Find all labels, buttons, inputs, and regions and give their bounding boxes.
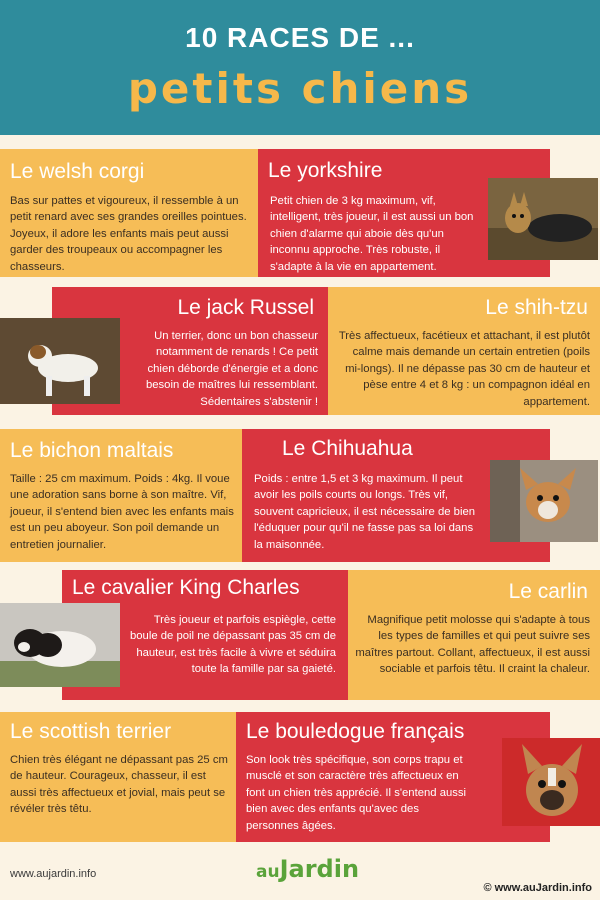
logo-jardin: Jardin xyxy=(279,855,360,883)
breed-description: Petit chien de 3 kg maximum, vif, intelligent, très joueur, il est aussi un bon chien d'alarme qui aboie dès qu'un inconnu approche. Très robuste, il s'adapte à la vie en appartement. xyxy=(270,195,474,273)
cavalier-king-charles-photo xyxy=(0,603,120,687)
breed-description: Très joueur et parfois espiègle, cette boule de poil ne dépassant pas 35 cm de hauteur, est très facile à vivre et séduira toute la famille par sa gaieté. xyxy=(129,614,336,676)
aujardin-logo xyxy=(256,855,359,883)
breed-card-scottish-terrier xyxy=(0,712,236,842)
breed-title: Le carlin xyxy=(508,580,588,603)
breed-title: Le cavalier King Charles xyxy=(72,576,300,599)
breed-description: Taille : 25 cm maximum. Poids : 4kg. Il voue une adoration sans borne à son maître. Vif, joueur, il s'entend bien avec les enfants mais est un peu aboyeur. Son poil demande un entretien journalier. xyxy=(10,473,234,551)
chihuahua-photo xyxy=(490,460,598,542)
title-line-1: 10 RACES DE ... xyxy=(185,22,415,53)
logo-au: au xyxy=(256,862,280,882)
breed-title: Le Chihuahua xyxy=(282,437,413,460)
breed-title: Le yorkshire xyxy=(268,159,383,182)
breed-description: Son look très spécifique, son corps trapu et musclé et son caractère très affectueux en font un chien très apprécié. Il s'entend aussi bien avec des enfants qu'avec des personnes âgées. xyxy=(246,754,467,832)
breed-description: Magnifique petit molosse qui s'adapte à tous les types de familles et qui peut suivre ses maîtres partout. Collant, affectueux, il est aussi sociable et parfois têtu. Il craint la chaleur. xyxy=(355,614,590,676)
breed-title: Le bouledogue français xyxy=(246,720,465,743)
breed-card-bichon-maltais xyxy=(0,429,242,562)
jack-russel-photo xyxy=(0,318,120,404)
breed-title: Le welsh corgi xyxy=(10,160,145,183)
breed-title: Le scottish terrier xyxy=(10,720,172,743)
title-line-2: petits chiens xyxy=(127,64,473,113)
breed-card-welsh-corgi xyxy=(0,149,262,277)
breed-description: Bas sur pattes et vigoureux, il ressemble à un petit renard avec ses grandes oreilles pointues. Joyeux, il adore les enfants mais peut aussi garder des troupeaux ou accompagner les chasseurs. xyxy=(10,195,247,273)
breed-card-carlin xyxy=(348,570,600,700)
breed-title: Le shih-tzu xyxy=(485,296,588,319)
breed-description: Chien très élégant ne dépassant pas 25 cm de hauteur. Courageux, chasseur, il est aussi très affectueux et jovial, mais peut se révéler très têtu. xyxy=(10,754,228,816)
header-banner xyxy=(0,0,600,135)
breed-description: Un terrier, donc un bon chasseur notamment de renards ! Ce petit chien déborde d'énergie et a donc besoin de maîtres lui ressemblant. Sédentaires s'abstenir ! xyxy=(145,330,318,408)
bouledogue-photo xyxy=(502,738,600,826)
breed-title: Le bichon maltais xyxy=(10,439,174,462)
yorkshire-photo xyxy=(488,178,598,260)
copyright: © www.auJardin.info xyxy=(483,882,592,894)
breed-title: Le jack Russel xyxy=(177,296,314,319)
breed-description: Poids : entre 1,5 et 3 kg maximum. Il peut avoir les poils courts ou longs. Très vif, souvent capricieux, il est nécessaire de bien l'éduquer pour qu'il ne fasse pas sa loi dans la maisonnée. xyxy=(254,473,476,551)
footer-url[interactable]: www.aujardin.info xyxy=(10,868,97,880)
breed-description: Très affectueux, facétieux et attachant, il est plutôt calme mais demande un certain entretien (poils mi-longs). Il ne dépasse pas 30 cm de hauteur et pèse entre 4 et 8 kg : un compagnon idéal en appartement. xyxy=(338,330,590,408)
breed-card-shih-tzu xyxy=(328,287,600,415)
